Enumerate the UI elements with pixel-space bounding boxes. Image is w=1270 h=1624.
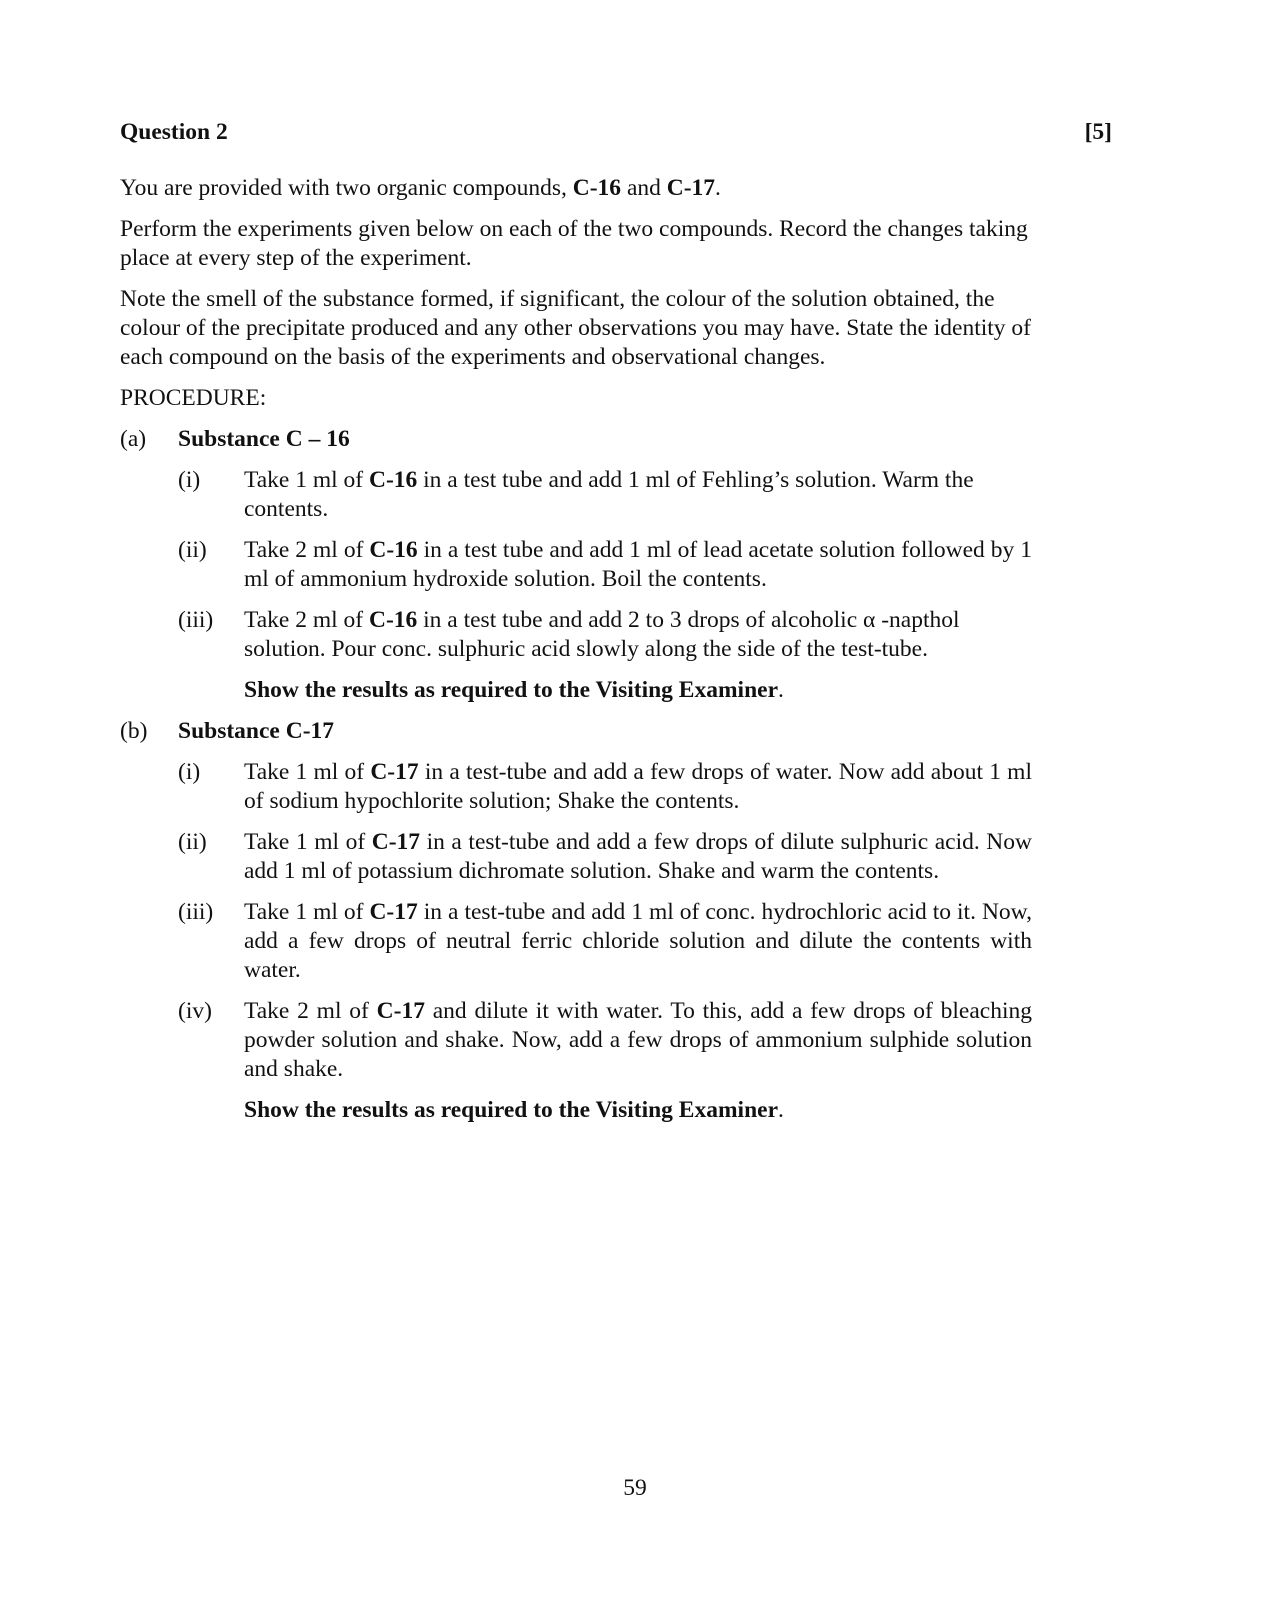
compound-code: C-16	[368, 607, 418, 633]
compound-code: C-17	[369, 899, 418, 925]
item-number: (iii)	[178, 899, 214, 925]
question-title: Question 2	[120, 119, 228, 145]
page-number: 59	[623, 1475, 647, 1501]
section-b-heading	[120, 717, 1032, 746]
item-text: Take 2 ml of C-16 in a test tube and add 1 ml of lead acetate solution followed by 1 ml of ammonium hydroxide solution. Boil the contents.	[244, 537, 1032, 592]
compound-code: C-17	[371, 829, 421, 855]
results-instruction: Show the results as required to the Visiting Examiner.	[244, 1097, 784, 1123]
item-number: (iii)	[178, 607, 214, 633]
compound-code: C-17	[370, 759, 419, 785]
item-number: (ii)	[178, 829, 207, 855]
section-title: Substance C – 16	[178, 426, 350, 452]
results-instruction: Show the results as required to the Visiting Examiner.	[244, 677, 784, 703]
question-marks: [5]	[1084, 119, 1112, 145]
section-title: Substance C-17	[178, 718, 335, 744]
list-item	[178, 758, 1032, 816]
item-number: (iv)	[178, 998, 212, 1024]
list-item	[178, 606, 1032, 664]
item-text: Take 1 ml of C-17 in a test-tube and add a few drops of dilute sulphuric acid. Now add 1 ml of potassium dichromate solution. Shake and warm the contents.	[244, 829, 1032, 884]
procedure-label: PROCEDURE:	[120, 385, 267, 411]
section-letter: (a)	[120, 426, 147, 452]
compound-code: C-17	[666, 175, 716, 201]
list-item	[178, 828, 1032, 886]
list-item	[178, 536, 1032, 594]
item-text: Take 1 ml of C-17 in a test-tube and add 1 ml of conc. hydrochloric acid to it. Now, add a few drops of neutral ferric chloride solution and dilute the contents with water.	[244, 899, 1032, 983]
section-letter: (b)	[120, 718, 148, 744]
item-text: Take 1 ml of C-16 in a test tube and add 1 ml of Fehling’s solution. Warm the contents.	[244, 467, 974, 522]
compound-code: C-16	[369, 537, 418, 563]
question-header	[120, 118, 1112, 147]
list-item	[178, 898, 1032, 985]
compound-code: C-17	[376, 998, 425, 1024]
item-text: Take 2 ml of C-16 in a test tube and add 2 to 3 drops of alcoholic α -napthol solution. Pour conc. sulphuric acid slowly along the side of the test-tube.	[244, 607, 960, 662]
item-number: (i)	[178, 759, 201, 785]
intro-line: You are provided with two organic compounds, C-16 and C-17.	[120, 175, 721, 201]
instructions-paragraph: Perform the experiments given below on each of the two compounds. Record the changes taking place at every step of the experiment.	[120, 216, 1028, 271]
item-number: (ii)	[178, 537, 207, 563]
compound-code: C-16	[368, 467, 418, 493]
section-a-heading	[120, 425, 1032, 454]
item-text: Take 1 ml of C-17 in a test-tube and add a few drops of water. Now add about 1 ml of sodium hypochlorite solution; Shake the contents.	[244, 759, 1032, 814]
item-number: (i)	[178, 467, 201, 493]
item-text: Take 2 ml of C-17 and dilute it with water. To this, add a few drops of bleaching powder solution and shake. Now, add a few drops of ammonium sulphide solution and shake.	[244, 998, 1032, 1082]
question-body	[120, 174, 1032, 1137]
observations-paragraph: Note the smell of the substance formed, if significant, the colour of the solution obtained, the colour of the precipitate produced and any other observations you may have. State the identity of each compound on the basis of the experiments and observational changes.	[120, 286, 1031, 370]
list-item	[178, 997, 1032, 1084]
list-item	[178, 466, 1032, 524]
compound-code: C-16	[572, 175, 622, 201]
